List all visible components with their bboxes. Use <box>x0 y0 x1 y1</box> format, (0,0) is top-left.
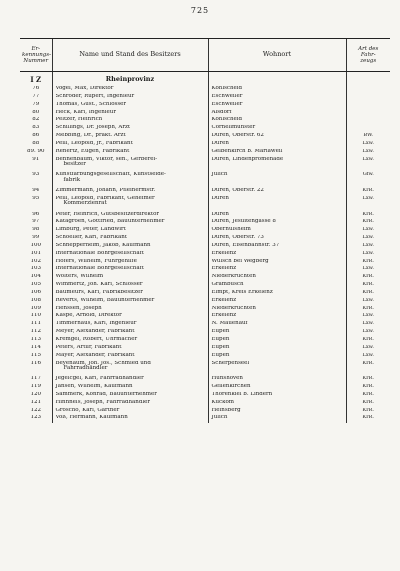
vehicle-type-cell <box>346 94 390 102</box>
owner-cell <box>52 400 208 408</box>
owner-name: Wolters, Wilhelm <box>55 274 104 280</box>
header-residence-text: Wohnort <box>262 50 292 59</box>
residence-cell: Hünshoven <box>208 376 346 384</box>
owner-cell <box>52 227 208 235</box>
residence-cell: Cornelimünster <box>208 125 346 133</box>
owner-name: Sammerk, Konrad, Bauunternehmer <box>55 391 157 397</box>
column-header-number <box>20 39 52 72</box>
owner-cell <box>52 392 208 400</box>
owner-name: Henssen, Joseph <box>55 305 102 311</box>
owner-name: Bennenbaum, Viktor, sen., Gerberei- <box>55 156 158 162</box>
table-row <box>20 361 390 377</box>
table-row <box>20 141 390 149</box>
vehicle-type-cell: Lxw. <box>346 329 390 337</box>
owner-name: Peill, Leopold, jr., Fabrikant <box>55 140 133 146</box>
row-number: 116 <box>30 360 41 366</box>
table-row <box>20 408 390 416</box>
owner-name: Peter, Heinrich, Gutsbesitzerdirektor <box>55 211 160 217</box>
vehicle-type-cell: Lxw. <box>346 345 390 353</box>
row-number: 121 <box>30 399 41 405</box>
vehicle-type-cell: KrR. <box>346 361 390 377</box>
vehicle-type-cell: Lxw. <box>346 251 390 259</box>
owner-name: Wimmertz, Joh. Karl, Schlosser <box>55 282 143 288</box>
column-header-residence <box>208 39 346 72</box>
vehicle-type-cell <box>346 125 390 133</box>
owner-cell <box>52 235 208 243</box>
owner-name: Peltzer, Heinrich <box>55 117 103 123</box>
vehicle-type-cell: Lxw. <box>346 141 390 149</box>
table-row <box>20 298 390 306</box>
residence-cell: Heinsberg <box>208 408 346 416</box>
vehicle-type-cell: KrR. <box>346 219 390 227</box>
section-row <box>20 72 390 87</box>
owner-cell <box>52 86 208 94</box>
residence-cell: Geilenkirchen <box>208 384 346 392</box>
table-row <box>20 251 390 259</box>
vehicle-type-cell: KrR. <box>346 415 390 423</box>
table-row <box>20 266 390 274</box>
row-number: 101 <box>30 250 41 256</box>
residence-cell: Scherpenseel <box>208 361 346 377</box>
owner-name: Groscho, Karl, Gärtner <box>55 407 120 413</box>
owner-name: Meyer, Alexander, Fabrikant <box>55 329 135 335</box>
table-row <box>20 125 390 133</box>
owner-name: Voß, Hermann, Kaufmann <box>55 415 128 421</box>
residence-cell: Eupen <box>208 353 346 361</box>
row-number: 115 <box>30 352 41 358</box>
owner-cell <box>52 274 208 282</box>
row-number: 76 <box>32 86 40 91</box>
table-row <box>20 376 390 384</box>
residence-cell: Elmpt, Kreis Erkelenz <box>208 290 346 298</box>
row-number: 94 <box>32 187 40 193</box>
row-number: 111 <box>30 321 41 327</box>
owner-name: Limburg, Peter, Landwirt <box>55 227 126 233</box>
vehicle-type-cell: Lxw. <box>346 353 390 361</box>
header-name-text: Name und Stand des Besitzers <box>79 50 181 59</box>
row-number: 95 <box>32 195 40 201</box>
row-number: 102 <box>30 258 41 264</box>
table-row <box>20 235 390 243</box>
owner-name: Thomas, Gust., Schlosser <box>55 101 127 107</box>
owner-name: Kremgel, Robert, Uhrmacher <box>55 337 138 342</box>
residence-cell: Eschweiler <box>208 102 346 110</box>
row-number: 80 <box>32 109 40 115</box>
row-number: 104 <box>30 274 41 280</box>
table-row <box>20 188 390 196</box>
table-row <box>20 157 390 173</box>
vehicle-register-table <box>20 38 390 423</box>
residence-cell: Jülich <box>208 415 346 423</box>
vehicle-type-cell: KrR. <box>346 274 390 282</box>
column-header-vehicle-type <box>346 39 390 72</box>
row-number: 105 <box>30 282 41 288</box>
vehicle-type-cell: KrR. <box>346 376 390 384</box>
owner-cell <box>52 157 208 173</box>
row-number: 114 <box>30 344 41 350</box>
owner-cell <box>52 321 208 329</box>
vehicle-type-cell <box>346 102 390 110</box>
residence-cell: Düren, Eisenbahnstr. 37 <box>208 243 346 251</box>
row-number: 83 <box>32 125 40 131</box>
vehicle-type-cell <box>346 110 390 118</box>
table-header-row <box>20 39 390 72</box>
owner-name-continuation: fabrik <box>63 176 81 183</box>
table-row <box>20 259 390 267</box>
owner-cell <box>52 282 208 290</box>
owner-cell <box>52 290 208 298</box>
row-number: 79 <box>32 101 40 107</box>
owner-cell <box>52 306 208 314</box>
owner-name: Internationale Bohrgesellschaft <box>55 250 144 256</box>
residence-cell: Niederkrüchten <box>208 306 346 314</box>
vehicle-type-cell <box>346 86 390 94</box>
owner-cell <box>52 141 208 149</box>
row-number: 119 <box>30 384 41 390</box>
residence-cell: Düren <box>208 196 346 212</box>
owner-name: Kunstfärbungsgesellschaft, Kunstseide- <box>55 172 166 178</box>
owner-cell <box>52 243 208 251</box>
owner-cell <box>52 313 208 321</box>
residence-cell: Düren <box>208 141 346 149</box>
row-number: 88 <box>32 140 40 146</box>
owner-name: Schnepperheim, Jakob, Kaufmann <box>55 242 151 248</box>
residence-cell: Niederkrüchten <box>208 274 346 282</box>
table-row <box>20 400 390 408</box>
vehicle-type-cell: Lxw. <box>346 227 390 235</box>
vehicle-type-cell: KrR. <box>346 212 390 220</box>
owner-name: Peters, Artur, Fabrikant <box>55 344 122 350</box>
owner-cell <box>52 212 208 220</box>
table-row <box>20 227 390 235</box>
owner-cell <box>52 219 208 227</box>
table-row <box>20 86 390 94</box>
vehicle-type-cell: Lxw. <box>346 266 390 274</box>
table-row <box>20 94 390 102</box>
owner-cell <box>52 408 208 416</box>
row-number: 97 <box>32 219 40 225</box>
row-number: 117 <box>30 376 41 382</box>
table-row <box>20 149 390 157</box>
vehicle-type-cell: KrR. <box>346 306 390 314</box>
table-row <box>20 196 390 212</box>
vehicle-type-cell: KrR. <box>346 408 390 416</box>
owner-cell <box>52 196 208 212</box>
row-number: 86 <box>32 133 40 139</box>
table-row <box>20 415 390 423</box>
owner-cell <box>52 298 208 306</box>
row-number: 82 <box>32 117 40 123</box>
residence-cell: Düren, Oberstr. 62 <box>208 133 346 141</box>
table-row <box>20 337 390 345</box>
section-empty-residence <box>208 72 346 87</box>
table-row <box>20 306 390 314</box>
column-header-name <box>52 39 208 72</box>
section-code: I Z <box>30 74 42 84</box>
owner-cell <box>52 259 208 267</box>
owner-name: Timmerhaus, Karl, Ingenieur <box>55 321 137 327</box>
table-row <box>20 290 390 298</box>
table-row <box>20 219 390 227</box>
section-empty-type <box>346 72 390 87</box>
row-number: 120 <box>30 391 41 397</box>
owner-name: Heck, Karl, Ingenieur <box>55 109 116 115</box>
row-number: 113 <box>30 337 41 342</box>
vehicle-type-cell: Lxw. <box>346 149 390 157</box>
row-number: 106 <box>30 289 41 295</box>
vehicle-type-cell: KrR. <box>346 282 390 290</box>
vehicle-type-cell: KrR. <box>346 400 390 408</box>
vehicle-type-cell: KrR. <box>346 392 390 400</box>
residence-cell: Grambusch <box>208 282 346 290</box>
row-number: 122 <box>30 407 41 413</box>
owner-name-continuation: besitzer <box>63 161 86 168</box>
table-row <box>20 212 390 220</box>
owner-name: Renertz, Eugen, Fabrikant <box>55 148 130 154</box>
table-row <box>20 102 390 110</box>
residence-cell: Wülsch bei Wegberg <box>208 259 346 267</box>
owner-name: Schoeller, Karl, Fabrikant <box>55 235 128 241</box>
table-row <box>20 172 390 188</box>
vehicle-type-cell: Lxw. <box>346 321 390 329</box>
residence-cell: Thorenkiel b. Lindern <box>208 392 346 400</box>
table-row <box>20 321 390 329</box>
owner-name: Schillings, Dr. Joseph, Arzt <box>55 125 131 131</box>
residence-cell: Alsdorf <box>208 110 346 118</box>
owner-cell <box>52 415 208 423</box>
owner-name: Beyenaum, Joh. Jos., Schmied und <box>55 360 151 366</box>
row-number: 109 <box>30 305 41 311</box>
owner-cell <box>52 117 208 125</box>
row-number: 93 <box>32 172 40 178</box>
row-number: 91 <box>32 156 40 162</box>
row-number: 89. 90 <box>27 148 45 154</box>
table-row <box>20 384 390 392</box>
vehicle-type-cell: Lxw. <box>346 298 390 306</box>
vehicle-type-cell: Lxw. <box>346 313 390 321</box>
row-number: 77 <box>32 93 40 99</box>
row-number: 123 <box>30 415 41 421</box>
residence-cell: Gelbenkirch b. Mariaweil <box>208 149 346 157</box>
row-number: 112 <box>30 329 41 335</box>
residence-cell: Eupen <box>208 337 346 345</box>
row-number: 96 <box>32 211 40 217</box>
vehicle-type-cell: KrR. <box>346 290 390 298</box>
residence-cell: Kohlscheid <box>208 117 346 125</box>
vehicle-type-cell: Gfw. <box>346 172 390 188</box>
table-row <box>20 329 390 337</box>
residence-cell: N. Mauenauf <box>208 321 346 329</box>
residence-cell: Erkelenz <box>208 313 346 321</box>
owner-cell <box>52 376 208 384</box>
vehicle-type-cell: KrR. <box>346 337 390 345</box>
vehicle-type-cell: Lxw. <box>346 196 390 212</box>
owner-cell <box>52 110 208 118</box>
vehicle-type-cell: Lxw. <box>346 243 390 251</box>
owner-name: Vogel, Max, Direktor <box>55 86 114 91</box>
table-row <box>20 133 390 141</box>
residence-cell: Düren, Oberstr. 22 <box>208 188 346 196</box>
vehicle-type-cell: KrR. <box>346 384 390 392</box>
page-number: 725 <box>190 6 210 15</box>
table-row <box>20 313 390 321</box>
owner-cell <box>52 133 208 141</box>
residence-cell: Kuckom <box>208 400 346 408</box>
residence-cell: Düren, Jesuitengasse 8 <box>208 219 346 227</box>
row-number: 103 <box>30 266 41 272</box>
table-row <box>20 392 390 400</box>
owner-name: Kaspe, Arnold, Direktor <box>55 313 122 319</box>
vehicle-type-cell: KrR. <box>346 188 390 196</box>
table-row <box>20 353 390 361</box>
residence-cell: Erkelenz <box>208 298 346 306</box>
owner-name: Jegelcgel, Karl, Fahrradhändler <box>55 376 144 382</box>
residence-cell: Düren, Lindenpromenade <box>208 157 346 173</box>
vehicle-type-cell: Lxw. <box>346 235 390 243</box>
header-number-text: Er- kennungs- Nummer <box>22 45 51 65</box>
owner-cell <box>52 149 208 157</box>
owner-name: Höfers, Wilhelm, Fuhrgehilfe <box>55 258 137 264</box>
owner-cell <box>52 329 208 337</box>
row-number: 98 <box>32 227 40 233</box>
owner-name: Zimmermann, Johann, Pfleinermstr. <box>55 187 156 193</box>
section-title: Rheinprovinz <box>52 72 208 87</box>
row-number: 100 <box>30 242 41 248</box>
owner-name-continuation: Fahrradhändler <box>63 365 108 372</box>
table-row <box>20 345 390 353</box>
table-row <box>20 282 390 290</box>
owner-name: Internationale Bohrgesellschaft <box>55 266 144 272</box>
vehicle-type-cell <box>346 117 390 125</box>
residence-cell: Jülich <box>208 172 346 188</box>
owner-name: Mayer, Alexander, Fabrikant <box>55 352 135 358</box>
owner-cell <box>52 361 208 377</box>
vehicle-type-cell: BW. <box>346 133 390 141</box>
owner-name: Reverts, Wilhelm, Bauunternehmer <box>55 297 155 303</box>
owner-cell <box>52 345 208 353</box>
vehicle-type-cell: Lxw. <box>346 157 390 173</box>
owner-name-continuation: Kommerzienrat <box>63 200 107 207</box>
owner-name: Peill, Leopold, Fabrikant, Geheimer <box>55 195 155 201</box>
row-number: 108 <box>30 297 41 303</box>
owner-name: Baumeurs, Karl, Fabrikbesitzer <box>55 289 143 295</box>
owner-cell <box>52 188 208 196</box>
residence-cell: Erkelenz <box>208 251 346 259</box>
owner-name: Schröder, Rupert, Ingenieur <box>55 93 135 99</box>
owner-cell <box>52 384 208 392</box>
owner-cell <box>52 251 208 259</box>
residence-cell: Oberhülsheim <box>208 227 346 235</box>
residence-cell: Düren <box>208 212 346 220</box>
owner-cell <box>52 94 208 102</box>
owner-cell <box>52 125 208 133</box>
table-row <box>20 117 390 125</box>
owner-cell <box>52 353 208 361</box>
residence-cell: Eupen <box>208 329 346 337</box>
owner-cell <box>52 102 208 110</box>
row-number: 110 <box>30 313 41 319</box>
residence-cell: Eupen <box>208 345 346 353</box>
vehicle-type-cell: KrR. <box>346 259 390 267</box>
residence-cell: Düren, Oberstr. 73 <box>208 235 346 243</box>
header-type-text: Art des Fahr- zeugs <box>358 45 379 65</box>
row-number: 99 <box>32 235 40 241</box>
owner-cell <box>52 337 208 345</box>
owner-name: Hinnnels, Joseph, Fahrradhändler <box>55 399 151 405</box>
owner-cell <box>52 172 208 188</box>
owner-name: Mebbing, Dr., prakt. Arzt <box>55 133 126 139</box>
residence-cell: Kohlscheid <box>208 86 346 94</box>
table-row <box>20 243 390 251</box>
residence-cell: Erkelenz <box>208 266 346 274</box>
owner-name: Katagroen, Gottfried, Bauunternehmer <box>55 219 165 225</box>
table-row <box>20 274 390 282</box>
residence-cell: Eschweiler <box>208 94 346 102</box>
owner-name: Jansen, Wilhelm, Kaufmann <box>55 384 133 390</box>
table-row <box>20 110 390 118</box>
owner-cell <box>52 266 208 274</box>
